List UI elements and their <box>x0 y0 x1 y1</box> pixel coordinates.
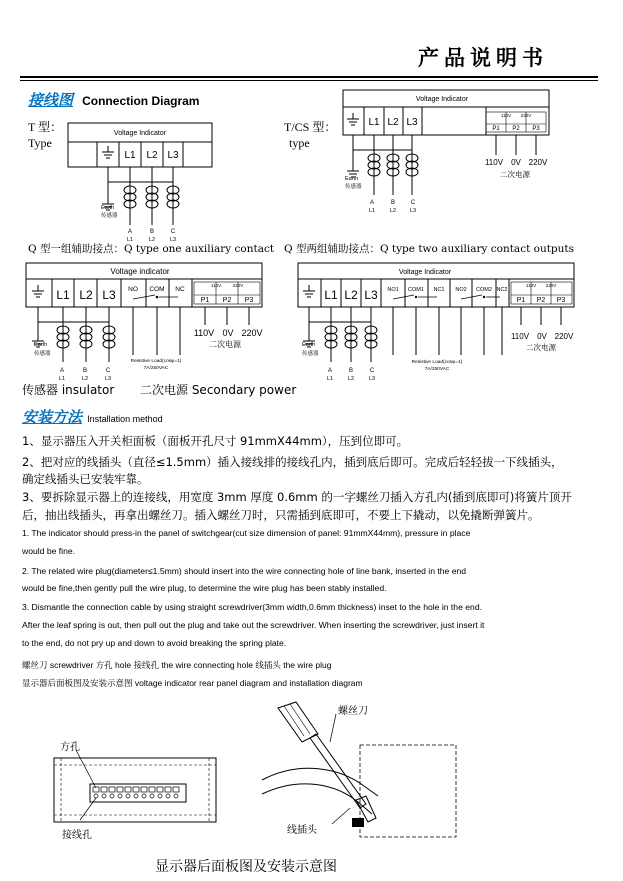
tcs-phase-l1: L1 <box>368 208 376 214</box>
install-en-6: After the leaf spring is out, then pull out the plug and take out the screwdriver. When inserting the screwdriver, just insert it <box>22 620 485 630</box>
q2-contact-com1: COM1 <box>408 287 424 293</box>
install-title-cn: 安装方法 <box>22 408 83 426</box>
q2-sensor-label: 传感器 <box>302 351 319 357</box>
tcs-p1: P1 <box>492 126 500 132</box>
install-cn-5: 后，抽出线插头，再拿出螺丝刀。插入螺丝刀时，只需插到底即可，不要上下撬动，以免撬断弹簧片。 <box>22 508 540 522</box>
q1-phase-b: B <box>82 368 88 374</box>
tcs-terminal-l3: L3 <box>406 117 418 128</box>
q2-terminal-l1: L1 <box>324 288 338 302</box>
t-phase-a: A <box>127 229 133 235</box>
t-phase-l2: L2 <box>148 237 156 243</box>
tcs-terminal-l2: L2 <box>387 117 399 128</box>
q2-phase-l2: L2 <box>347 376 355 382</box>
tcs-volt-110: 110V <box>484 158 504 167</box>
terminal-block <box>93 787 179 798</box>
q2-terminal-l2: L2 <box>344 288 358 302</box>
t-phase-l1: L1 <box>126 237 134 243</box>
wiring-diagrams <box>0 0 623 400</box>
tcs-phase-a: A <box>369 200 375 206</box>
q1-resistive-load: Resistive Load(cosφ=1) <box>130 359 182 364</box>
tcs-volt-220: 220V <box>528 158 548 167</box>
q2-secondary-power: 二次电源 <box>526 343 556 352</box>
q1-resistive-rating: 7A/250VAC <box>143 366 169 371</box>
tcs-secondary-power: 二次电源 <box>500 170 530 179</box>
t-type-label-en: Type <box>28 136 52 150</box>
tcs-type-diagram <box>343 90 549 214</box>
q1-contact-no: NO <box>128 286 138 293</box>
install-cn-3: 确定线插头已安装牢靠。 <box>22 472 149 486</box>
tcs-p2: P2 <box>512 126 520 132</box>
legend-power: 二次电源 Secondary power <box>140 383 297 397</box>
install-en-1: 1. The indicator should press-in the panel of switchgear(cut size dimension of panel: 91mmX44mm), pressure in place <box>22 528 471 538</box>
install-en-2: would be fine. <box>22 546 76 556</box>
t-phase-b: B <box>149 229 155 235</box>
q2-contact-nc2: NC2 <box>496 287 508 293</box>
q2-phase-a: A <box>327 368 333 374</box>
q2-phase-c: C <box>369 368 375 374</box>
label-wire-plug: 线插头 <box>287 825 317 836</box>
q2-voltage-indicator-label: Voltage Indicator <box>398 269 452 276</box>
t-phase-c: C <box>170 229 176 235</box>
q1-p3: P3 <box>244 297 254 304</box>
q1-caption: Q 型一组辅助接点：Q type one auxiliary contact <box>28 243 275 255</box>
install-en-5: 3. Dismantle the connection cable by using straight screwdriver(3mm width,0.6mm thickness) inset to the hole in the end. <box>22 602 482 612</box>
q2-diagram <box>298 263 574 382</box>
install-section-title <box>22 406 163 427</box>
t-type-diagram <box>68 123 212 243</box>
footer-caption: 显示器后面板图及安装示意图 <box>155 859 337 875</box>
wiring-title-en: Connection Diagram <box>82 94 200 108</box>
tcs-phase-l2: L2 <box>389 208 397 214</box>
q2-phase-l3: L3 <box>368 376 376 382</box>
q1-phase-l3: L3 <box>104 376 112 382</box>
install-en-3: 2. The related wire plug(diameter≤1.5mm) should insert into the wire connecting hole of line bank, inserted in the end <box>22 566 467 576</box>
install-en-7: to the end, do not pry up and down to avoid breaking the spring plate. <box>22 638 287 648</box>
q2-phase-l1: L1 <box>326 376 334 382</box>
q2-p1: P1 <box>516 297 526 304</box>
t-voltage-indicator-label: Voltage Indicator <box>113 130 167 137</box>
q1-phase-c: C <box>105 368 111 374</box>
legend-sensor: 传感器 insulator <box>22 383 115 397</box>
installation-sketch <box>262 702 456 837</box>
q2-phase-b: B <box>348 368 354 374</box>
q2-caption: Q 型两组辅助接点：Q type two auxiliary contact outputs <box>284 243 575 255</box>
tcs-earth-label: Earth <box>345 176 359 182</box>
page-title: 产品说明书 <box>418 45 548 70</box>
install-title-en: Installation method <box>87 414 163 424</box>
tcs-phase-c: C <box>410 200 416 206</box>
t-terminal-l2: L2 <box>146 150 158 161</box>
t-sensor-label: 传感器 <box>101 213 118 219</box>
q2-contact-no1: NO1 <box>387 287 399 293</box>
q2-volt-220: 220V <box>554 332 574 341</box>
label-wire-hole: 接线孔 <box>62 830 92 841</box>
t-phase-l3: L3 <box>169 237 177 243</box>
q1-range-220v: 220V <box>232 283 244 288</box>
q1-p1: P1 <box>200 297 210 304</box>
q2-p3: P3 <box>556 297 566 304</box>
install-glossary: 螺丝刀 screwdriver 方孔 hole 接线孔 the wire connecting hole 线插头 the wire plug <box>22 660 332 670</box>
install-cn-1: 1、显示器压入开关柜面板（面板开孔尺寸 91mmX44mm），压到位即可。 <box>22 434 409 448</box>
q2-terminal-l3: L3 <box>364 288 378 302</box>
tcs-range-220v: 220V <box>520 113 532 118</box>
q1-volt-0: 0V <box>222 328 234 338</box>
tcs-volt-0: 0V <box>511 158 521 167</box>
q1-phase-a: A <box>59 368 65 374</box>
q2-volt-0: 0V <box>537 332 547 341</box>
rear-panel <box>54 740 216 841</box>
q1-contact-nc: NC <box>175 286 185 293</box>
install-cn-4: 3、要拆除显示器上的连接线，用宽度 3mm 厚度 0.6mm 的一字螺丝刀插入方孔内(插到底即可)将簧片顶开 <box>22 490 572 504</box>
q1-terminal-l1: L1 <box>56 288 70 302</box>
q1-voltage-indicator-label: Voltage indicator <box>110 267 170 276</box>
q1-volt-220: 220V <box>241 328 263 338</box>
tcs-voltage-indicator-label: Voltage Indicator <box>415 96 469 103</box>
q1-phase-l1: L1 <box>58 376 66 382</box>
install-en-4: would be fine,then gently pull the wire plug, to determine the wire plug has been stably installed. <box>22 583 387 593</box>
q1-earth-label: Earth <box>34 342 48 348</box>
tcs-phase-l3: L3 <box>409 208 417 214</box>
t-earth-label: Earth <box>101 205 115 211</box>
tcs-terminal-l1: L1 <box>368 117 380 128</box>
q2-resistive-rating: 7A/250VAC <box>424 367 450 372</box>
q1-terminal-l2: L2 <box>79 288 93 302</box>
tcs-phase-b: B <box>390 200 396 206</box>
q2-volt-110: 110V <box>510 332 530 341</box>
q2-range-110v: 110V <box>525 283 537 288</box>
q2-p2: P2 <box>536 297 546 304</box>
q2-earth-label: Earth <box>302 342 316 348</box>
q2-contact-no2: NO2 <box>455 287 467 293</box>
wiring-title-cn: 接线图 <box>28 91 74 109</box>
q2-contact-com2: COM2 <box>476 287 492 293</box>
t-terminal-l3: L3 <box>167 150 179 161</box>
tcs-range-110v: 110V <box>500 113 512 118</box>
q1-secondary-power: 二次电源 <box>209 340 241 349</box>
q1-range-110v: 110V <box>210 283 222 288</box>
install-diagram-caption: 显示器后面板图及安装示意图 voltage indicator rear panel diagram and installation diagram <box>22 678 363 688</box>
t-terminal-l1: L1 <box>124 150 136 161</box>
tcs-p3: P3 <box>532 126 540 132</box>
q1-diagram <box>26 263 263 382</box>
q2-contact-nc1: NC1 <box>433 287 445 293</box>
q1-contact-com: COM <box>149 286 165 293</box>
q1-terminal-l3: L3 <box>102 288 116 302</box>
q1-sensor-label: 传感器 <box>34 351 51 357</box>
label-square-hole: 方孔 <box>60 742 80 753</box>
tcs-type-label-en: type <box>289 136 310 150</box>
tcs-type-label-cn: T/CS 型： <box>284 120 337 134</box>
tcs-sensor-label: 传感器 <box>345 184 362 190</box>
q2-resistive-load: Resistive Load(cosφ=1) <box>411 360 463 365</box>
q1-volt-110: 110V <box>193 328 215 338</box>
q1-p2: P2 <box>222 297 232 304</box>
install-cn-2: 2、把对应的线插头（直径≤1.5mm）插入接线排的接线孔内，插到底后即可。完成后轻轻拔一下线插头， <box>22 455 563 469</box>
install-illustration <box>0 690 623 881</box>
q1-phase-l2: L2 <box>81 376 89 382</box>
t-type-label-cn: T 型： <box>28 120 63 134</box>
label-screwdriver: 螺丝刀 <box>338 706 368 717</box>
q2-range-220v: 220V <box>545 283 557 288</box>
